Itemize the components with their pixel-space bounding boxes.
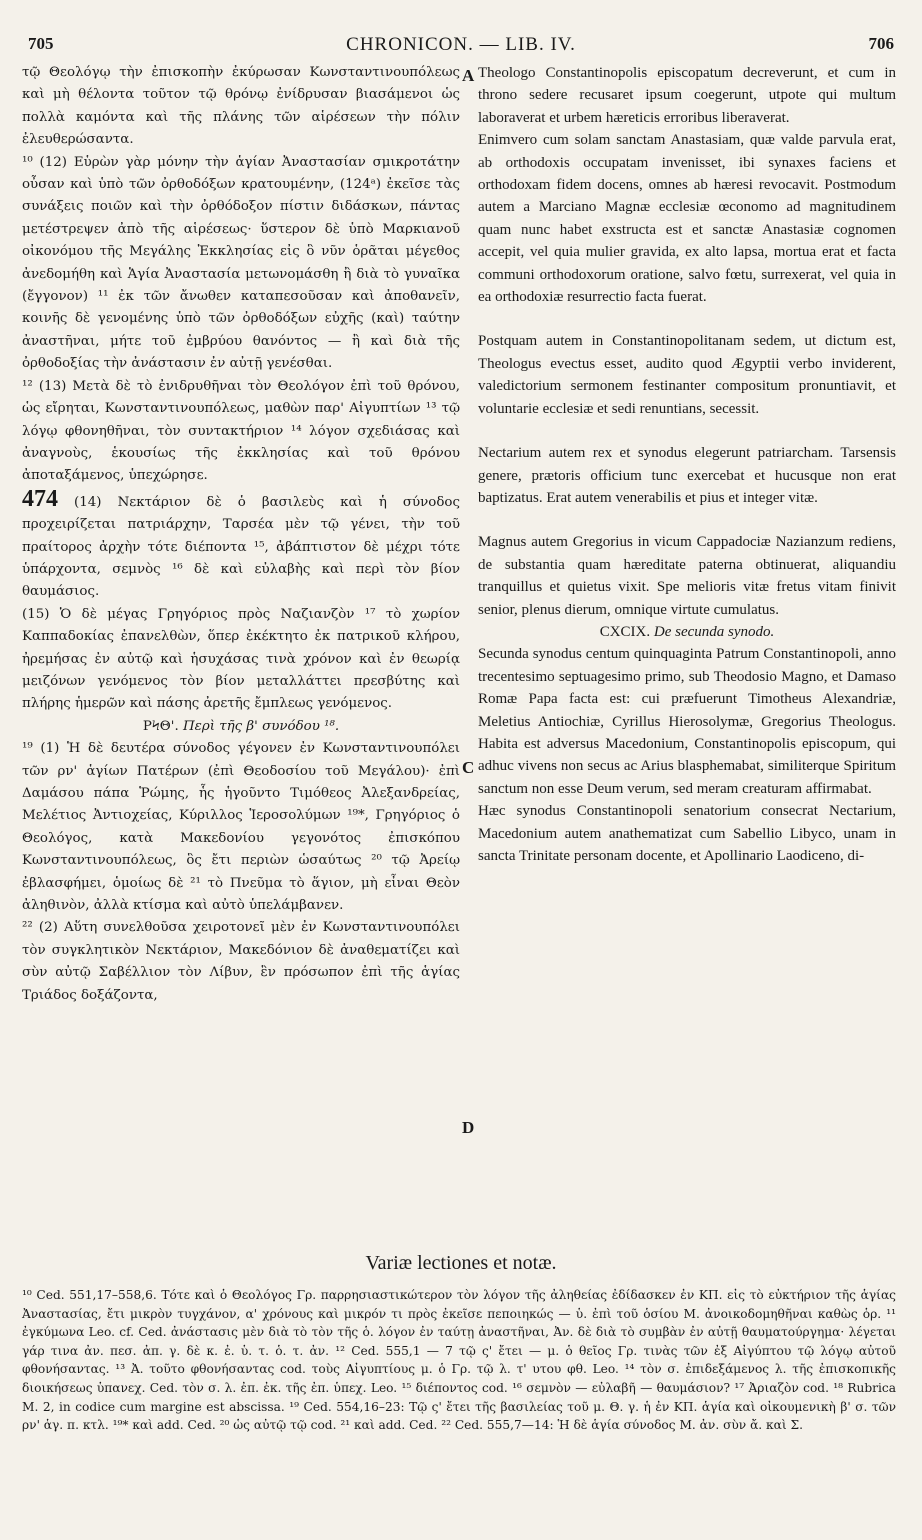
greek-paragraph: ²² (2) Αὕτη συνελθοῦσα χειροτονεῖ μὲν ἐν Κωνσταντινουπόλει τὸν συγκλητικὸν Νεκτάριον, Μακεδόνιον δὲ ἀναθεματίζει καὶ σὺν αὐτῷ Σαβέλλιον τὸν Λίβυν, ἓν πρόσωπον ἐπὶ τῆς ἁγίας Τριάδος δοξάζοντα, [22, 920, 460, 1003]
latin-column [478, 62, 896, 867]
greek-paragraph: (15) Ὁ δὲ μέγας Γρηγόριος πρὸς Ναζιανζὸν ¹⁷ τὸ χωρίον Καππαδοκίας ἐπανελθὼν, ὅπερ ἐκέκτητο ἐκ πατρικοῦ κλήρου, ἠρεμήσας ἐν αὐτῷ καὶ ἡσυχάσας τινὰ χρόνον καὶ ἐν θεωρίᾳ μειζόνων γενόμενος τὸν βίον μεταλλάττει πρεσβύτης καὶ πλήρης ἡμερῶν καὶ πάσης ἀρετῆς ἔμπλεως γενόμενος. [22, 606, 460, 712]
page-number-left: 705 [28, 34, 54, 53]
latin-paragraph: Enimvero cum solam sanctam Anastasiam, quæ valde parvula erat, ab orthodoxis occupatam invenisset, ibi synaxes faciens et orthodoxam fidem docens, omnes ab hæresi revocavit. Postmodum autem a Marciano Magnæ ecclesiæ œconomo ad magnitudinem quam nunc habet exstructa est et sanctæ Anastasiæ cognomen accepit, vel quia mulier gravida, ex alto lapsa, mortua erat et facta communi orthodoxorum oratione, salvo fœtu, surrexerat, vel quia in ea orthodoxiæ resurrectio facta fuerat. [478, 132, 896, 306]
page-number-right: 706 [868, 34, 894, 53]
greek-paragraph-text: (14) Νεκτάριον δὲ ὁ βασιλεὺς καὶ ἡ σύνοδος προχειρίζεται πατριάρχην, Ταρσέα μὲν τῷ γένει, τὴν τοῦ πραίτορος ἀρχὴν τότε διέποντα ¹⁵, ἀβάπτιστον δὲ μέχρι τότε ὑπάρχοντα, σεμνὸς ¹⁶ δὲ καὶ εὐλαβὴς καὶ περὶ τὸν βίον θαυμάσιος. [22, 494, 460, 600]
greek-section-heading [22, 716, 460, 738]
margin-letter-a: A [462, 66, 475, 85]
greek-section-number: ΡϞΘ'. [142, 718, 179, 734]
margin-letter-c: C [462, 758, 475, 777]
running-title: CHRONICON. — LIB. IV. [346, 34, 576, 55]
greek-paragraph: ¹⁰ (12) Εὑρὼν γὰρ μόνην τὴν ἁγίαν Ἀναστασίαν σμικροτάτην οὖσαν καὶ ὑπὸ τῶν ὀρθοδόξων κρατουμένην, (124ᵃ) ἐκεῖσε τὰς συνάξεις ποιῶν καὶ τὴν ὀρθόδοξον πίστιν διδάσκων, πάντας μετέστρεψεν ἀπὸ τῆς αἱρέσεως· ὕστερον δὲ ὑπὸ Μαρκιανοῦ οἰκονόμου τῆς Μεγάλης Ἐκκλησίας εἰς ὃ νῦν ὁρᾶται μέγεθος ἀνεδομήθη καὶ Ἁγία Ἀναστασία μετωνομάσθη ἢ διὰ τὸ γυναῖκα (ἔγγονον) ¹¹ ἐκ τῶν ἄνωθεν καταπεσοῦσαν καὶ ἀποθανεῖν, κοινῆς δὲ γενομένης ὑπὸ τῶν ὀρθοδόξων εὐχῆς (καὶ) ταύτην ἀναστῆναι, μήτε τοῦ ἐμβρύου θανόντος — ἢ καὶ διὰ τῆς ὀρθοδοξίας τὴν ἀνάστασιν ἐν αὐτῇ γενέσθαι. [22, 154, 460, 372]
greek-paragraph: ¹² (13) Μετὰ δὲ τὸ ἐνιδρυθῆναι τὸν Θεολόγον ἐπὶ τοῦ θρόνου, ὡς εἴρηται, Κωνσταντινουπόλεως, μαθὼν παρ' Αἰγυπτίων ¹³ τῷ λόγῳ φθονηθῆναι, τὸν συντακτήριον ¹⁴ λόγον σχεδιάσας καὶ ἀναγνοὺς, ἑκουσίως τῆς ἐκκλησίας καὶ τοῦ θρόνου ἀποταξάμενος, ὑπεχώρησε. [22, 378, 460, 484]
latin-paragraph: Hæc synodus Constantinopoli senatorium consecrat Nectarium, Macedonium autem anathematizat cum Sabellio Libyco, unam in sancta Trinitate personam docente, et Apollinario Laodiceno, di- [478, 803, 896, 864]
greek-section-title: Περὶ τῆς β' συνόδου ¹⁸. [182, 718, 340, 734]
page-header [28, 34, 894, 58]
margin-letter-d: D [462, 1118, 475, 1137]
notes-text: ¹⁰ Ced. 551,17–558,6. Τότε καὶ ὁ Θεολόγος Γρ. παρρησιαστικώτερον τὸν λόγον τῆς ἀληθείας ἐδίδασκεν ἐν ΚΠ. εἰς τὸ εὐκτήριον τῆς ἁγίας Ἀναστασίας, ἔτι μικρὸν τυγχάνον, α' χρόνους καὶ μικρόν τι πρὸς ἐκεῖσε πεποιηκώς — ὑ. ἐπὶ τοῦ ὁσίου Μ. ἀνοικοδομηθῆναι καθὼς ὁρ. ¹¹ ἐγκύμωνα Leo. cf. Ced. ἀνάστασις μὲν διὰ τὸ τὸν τῆς ὁ. λόγον ἐν ταύτῃ ἀναστῆναι, Ἀν. δὲ διὰ τὸ συμβὰν ἐν αὐτῇ θαυματούργημα· λέγεται γάρ τινα ἀν. πεσ. ἀπ. γ. δὲ κ. ἐ. ὑ. τ. ὁ. τ. ἀν. ¹² Ced. 555,1 — 7 τῷ ς' ἔτει — μ. ὁ θεῖος Γρ. τινὰς τῶν ἐξ Αἰγύπτου τῷ λόγῳ αὐτοῦ φθονήσαντας. ¹³ Ἀ. τοῦτο φθονήσαντας cod. τοὺς Αἰγυπτίους μ. ὁ Γρ. τῷ λ. τ' υτου φθ. Leo. ¹⁴ τὸν σ. ἐπιδεξάμενος λ. τῆς ἐπισκοπικῆς διοικήσεως ὑπανεχ. Ced. τὸν σ. λ. ἐπ. ἐκ. τῆς ἐπ. ὑπεχ. Leo. ¹⁵ διέποντος cod. ¹⁶ σεμνὸν — εὐλαβῆ — θαυμάσιον? ¹⁷ Ἀριαζὸν cod. ¹⁸ Rubrica M. 2, in codice cum margine est abscissa. ¹⁹ Ced. 554,16–23: Τῷ ς' ἔτει τῆς βασιλείας τοῦ μ. Θ. γ. ἡ ἐν ΚΠ. ἁγία καὶ οἰκουμενικὴ β' σ. τῶν ρν' ἁγ. π. κτλ. ¹⁹* καὶ add. Ced. ²⁰ ὡς αὐτῷ τῷ cod. ²¹ καὶ add. Ced. ²² Ced. 555,7—14: Ἡ δὲ ἁγία σύνοδος Μ. ἀν. σὺν ἄ. καὶ Σ. [22, 1288, 896, 1433]
latin-section-title: De secunda synodo. [653, 623, 775, 640]
greek-paragraph: τῷ Θεολόγῳ τὴν ἐπισκοπὴν ἐκύρωσαν Κωνσταντινουπόλεως καὶ μὴ θέλοντα τοῦτον τῷ θρόνῳ ἐνίδρυσαν βιασάμενοι ὡς πολλὰ καμόντα καὶ τῆς πλάνης τῶν αἱρέσεων τὴν πόλιν ἐλευθερώσαντα. [22, 65, 460, 148]
latin-paragraph: Magnus autem Gregorius in vicum Cappadociæ Nazianzum rediens, de substantia quam hæreditate paterna obtinuerat, aliquandiu tranquillus et quietus vixit. Spe melioris vitæ fretus vitam finivit senior, plenus dierum, omnique virtute cumulatus. [478, 534, 896, 618]
margin-number: 474 [22, 485, 58, 512]
latin-paragraph: Nectarium autem rex et synodus elegerunt patriarcham. Tarsensis genere, prætoris officium tunc exercebat et hucusque non erat baptizatus. Erat autem venerabilis et pius et integer vitæ. [478, 445, 896, 506]
greek-paragraph: ¹⁹ (1) Ἡ δὲ δευτέρα σύνοδος γέγονεν ἐν Κωνσταντινουπόλει τῶν ρν' ἁγίων Πατέρων (ἐπὶ Θεοδοσίου τοῦ Μεγάλου)· ἐπὶ Δαμάσου πάπα Ῥώμης, ἧς ἡγοῦντο Τιμόθεος Ἀλεξανδρείας, Μελέτιος Ἀντιοχείας, Κύριλλος Ἱεροσολύμων ¹⁹*, Γρηγόριος ὁ Θεολόγος, κατὰ Μακεδονίου γεγονότος ἐπισκόπου Κωνσταντινουπόλεως, ὃς ἔτι περιὼν ὡσαύτως ²⁰ τῷ Ἀρείῳ ἐβλασφήμει, ὁμοίως δὲ ²¹ τὸ Πνεῦμα τὸ ἅγιον, μὴ εἶναι Θεὸν ἀληθινὸν, ἀλλὰ κτίσμα καὶ αὐτὸ ὑπελάμβανεν. [22, 741, 460, 914]
latin-paragraph: Theologo Constantinopolis episcopatum decreverunt, et cum in throno sedere recusaret ipsum coegerunt, utpote qui multum laboraverat et urbem hæreticis erroribus liberaverat. [478, 65, 896, 126]
notes-heading: Variæ lectiones et notæ. [365, 1252, 557, 1274]
greek-paragraph [22, 485, 460, 604]
greek-column [22, 62, 460, 1007]
latin-paragraph: Postquam autem in Constantinopolitanam sedem, ut dictum est, Theologus evectus esset, audito quod Ægyptii verbo inviderent, valedictorium sermonem festinanter compositum pronuntiavit, et voluntarie ecclesiæ et sedi renuntians, secessit. [478, 333, 896, 417]
latin-paragraph: Secunda synodus centum quinquaginta Patrum Constantinopoli, anno trecentesimo septuagesimo primo, sub Theodosio Magno, et Damaso Romæ Papa facta est: cui præfuerunt Timotheus Alexandriæ, Meletius Antiochiæ, Cyrillus Hierosolymæ, Gregorius Theologus. Habita est adversus Macedonium, Constantinopolis episcopum, qui adhuc vivens non secus ac Arius blasphemabat, similiterque Spiritum sanctum non esse Deum verum, sed meram creaturam affirmabat. [478, 646, 896, 797]
latin-section-number: CXCIX. [599, 623, 651, 640]
latin-section-heading [478, 621, 896, 643]
